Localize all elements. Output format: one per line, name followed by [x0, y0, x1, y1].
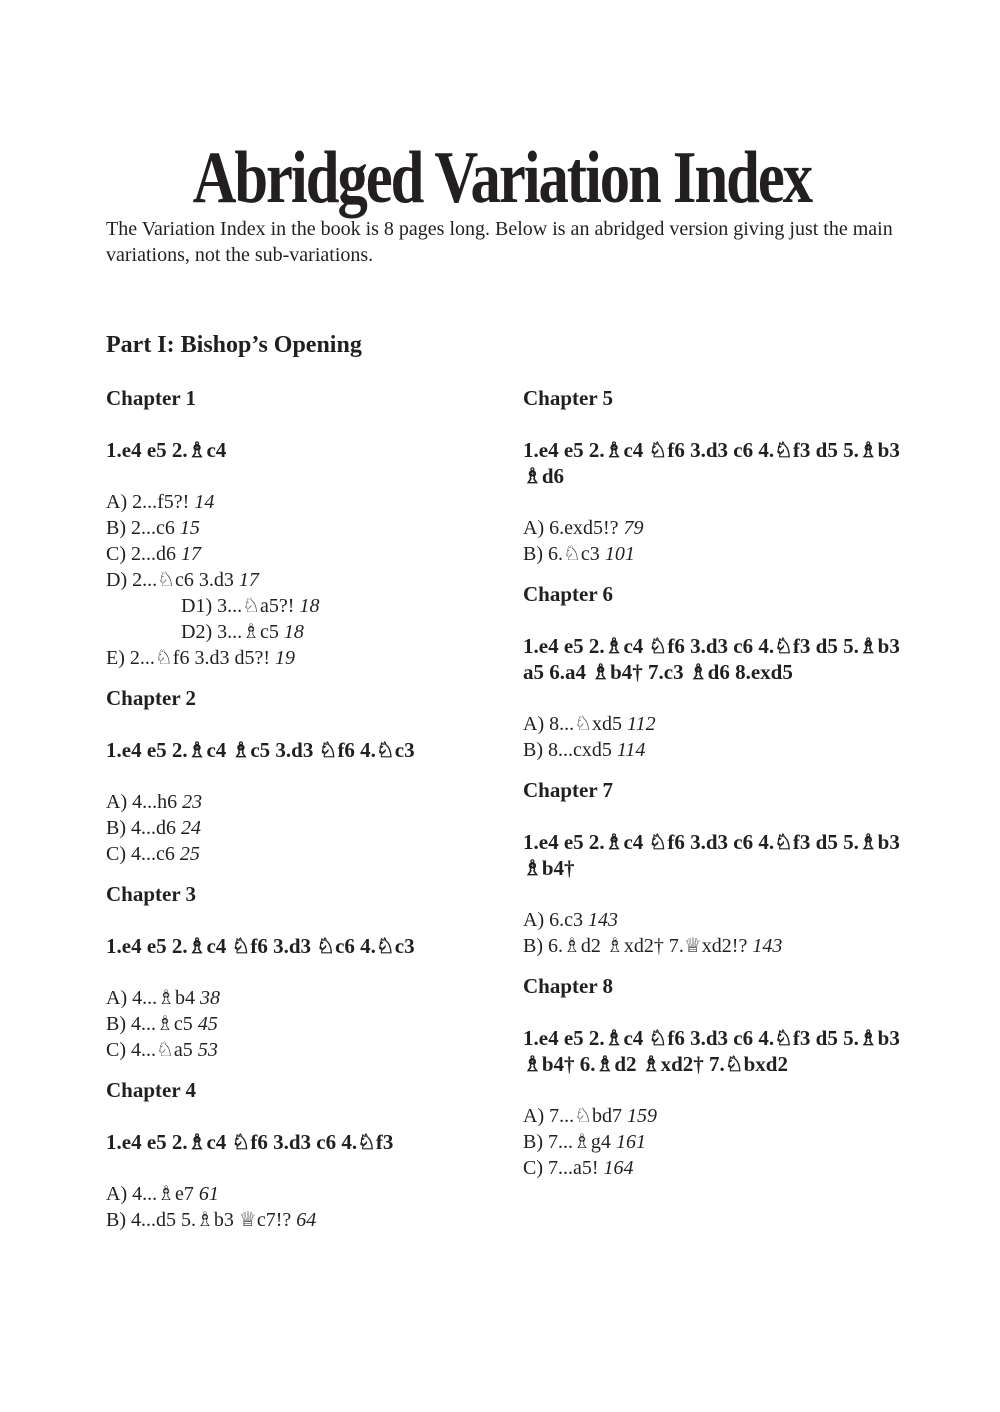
page-number: 61 [198, 1183, 219, 1205]
variation-move: D2) 3...♗c5 [181, 621, 279, 643]
variation-item [523, 1129, 923, 1155]
variation-item [523, 907, 923, 933]
sub-variation-item [106, 619, 506, 645]
variation-item [106, 1011, 506, 1037]
variation-move: A) 8...♘xd5 [523, 713, 623, 735]
variation-move: C) 4...♘a5 [106, 1039, 193, 1061]
variation-item [523, 515, 923, 541]
variation-move: B) 4...d5 5.♗b3 ♕c7!? [106, 1209, 292, 1231]
page-title: Abridged Variation Index [192, 136, 812, 219]
index-column-left [106, 385, 506, 1247]
variation-list [106, 489, 506, 671]
variation-item [106, 985, 506, 1011]
variation-item [523, 1103, 923, 1129]
chapter-moves: 1.e4 e5 2.♗c4 ♘f6 3.d3 c6 4.♘f3 d5 5.♗b3 a5 6.a4 ♗b4† 7.c3 ♗d6 8.exd5 [523, 634, 900, 684]
page-number: 14 [194, 491, 215, 513]
chapter-4 [106, 1077, 506, 1233]
variation-move: A) 4...♗e7 [106, 1183, 194, 1205]
variation-move: D1) 3...♘a5?! [181, 595, 295, 617]
variation-move: A) 4...h6 [106, 791, 178, 813]
page-number: 18 [283, 621, 304, 643]
variation-item [106, 789, 506, 815]
variation-move: A) 6.exd5!? [523, 517, 619, 539]
page-number: 143 [587, 909, 618, 931]
page-number: 161 [615, 1131, 646, 1153]
chapter-3 [106, 881, 506, 1063]
variation-item [106, 1207, 506, 1233]
variation-move: B) 6.♘c3 [523, 543, 600, 565]
page-number: 18 [299, 595, 320, 617]
variation-list [523, 711, 923, 763]
page-number: 15 [179, 517, 200, 539]
variation-item [523, 933, 923, 959]
variation-move: E) 2...♘f6 3.d3 d5?! [106, 647, 271, 669]
chapter-title: Chapter 1 [106, 386, 197, 410]
chapter-moves: 1.e4 e5 2.♗c4 ♘f6 3.d3 c6 4.♘f3 d5 5.♗b3 ♗d6 [523, 438, 900, 488]
chapter-5 [523, 385, 923, 567]
chapter-2 [106, 685, 506, 867]
chapter-title: Chapter 7 [523, 778, 614, 802]
page-number: 25 [179, 843, 200, 865]
variation-list [523, 907, 923, 959]
variation-item [106, 515, 506, 541]
variation-list [106, 985, 506, 1063]
page-number: 101 [604, 543, 635, 565]
part-title: Part I: Bishop’s Opening [106, 332, 362, 358]
page-number: 17 [238, 569, 259, 591]
variation-item [106, 489, 506, 515]
variation-move: C) 7...a5! [523, 1157, 599, 1179]
variation-move: C) 2...d6 [106, 543, 176, 565]
page-number: 24 [181, 817, 201, 839]
variation-list [106, 1181, 506, 1233]
variation-item [106, 815, 506, 841]
chapter-title: Chapter 4 [106, 1078, 197, 1102]
page-number: 64 [296, 1209, 317, 1231]
chapter-title: Chapter 6 [523, 582, 614, 606]
chapter-title: Chapter 5 [523, 386, 614, 410]
page-number: 19 [275, 647, 296, 669]
variation-list [523, 515, 923, 567]
variation-item [523, 737, 923, 763]
variation-move: A) 2...f5?! [106, 491, 190, 513]
variation-move: B) 2...c6 [106, 517, 175, 539]
variation-list [106, 789, 506, 867]
chapter-8 [523, 973, 923, 1181]
variation-move: B) 6.♗d2 ♗xd2† 7.♕xd2!? [523, 935, 748, 957]
variation-move: A) 6.c3 [523, 909, 583, 931]
page-number: 79 [623, 517, 644, 539]
chapter-title: Chapter 3 [106, 882, 197, 906]
chapter-title: Chapter 2 [106, 686, 197, 710]
page-number: 38 [200, 987, 221, 1009]
chapter-moves: 1.e4 e5 2.♗c4 [106, 438, 227, 462]
page-number: 23 [182, 791, 203, 813]
variation-item [523, 1155, 923, 1181]
variation-move: B) 8...cxd5 [523, 739, 612, 761]
variation-item [523, 541, 923, 567]
variation-move: B) 7...♗g4 [523, 1131, 611, 1153]
page-number: 164 [603, 1157, 634, 1179]
page-number: 53 [197, 1039, 218, 1061]
variation-item [106, 541, 506, 567]
chapter-6 [523, 581, 923, 763]
variation-item [106, 1037, 506, 1063]
chapter-title: Chapter 8 [523, 974, 614, 998]
variation-move: A) 7...♘bd7 [523, 1105, 623, 1127]
chapter-moves: 1.e4 e5 2.♗c4 ♘f6 3.d3 ♘c6 4.♘c3 [106, 934, 415, 958]
page-number: 112 [627, 713, 656, 735]
page-number: 45 [197, 1013, 218, 1035]
index-column-right [523, 385, 923, 1195]
variation-item [106, 1181, 506, 1207]
variation-item [106, 645, 506, 671]
variation-move: C) 4...c6 [106, 843, 175, 865]
variation-list [523, 1103, 923, 1181]
variation-move: A) 4...♗b4 [106, 987, 196, 1009]
chapter-moves: 1.e4 e5 2.♗c4 ♘f6 3.d3 c6 4.♘f3 d5 5.♗b3 ♗b4† [523, 830, 900, 880]
variation-move: B) 4...d6 [106, 817, 176, 839]
page-number: 114 [616, 739, 646, 761]
chapter-1 [106, 385, 506, 671]
variation-move: D) 2...♘c6 3.d3 [106, 569, 234, 591]
chapter-7 [523, 777, 923, 959]
variation-item [106, 567, 506, 593]
page-number: 17 [181, 543, 201, 565]
chapter-moves: 1.e4 e5 2.♗c4 ♘f6 3.d3 c6 4.♘f3 [106, 1130, 394, 1154]
page-number: 159 [627, 1105, 658, 1127]
variation-move: B) 4...♗c5 [106, 1013, 193, 1035]
chapter-moves: 1.e4 e5 2.♗c4 ♘f6 3.d3 c6 4.♘f3 d5 5.♗b3 ♗b4† 6.♗d2 ♗xd2† 7.♘bxd2 [523, 1026, 900, 1076]
intro-paragraph: The Variation Index in the book is 8 pages long. Below is an abridged version giving just the main variations, not the sub-variations. [106, 218, 893, 266]
page-number: 143 [752, 935, 783, 957]
chapter-moves: 1.e4 e5 2.♗c4 ♗c5 3.d3 ♘f6 4.♘c3 [106, 738, 415, 762]
variation-item [523, 711, 923, 737]
variation-item [106, 841, 506, 867]
sub-variation-item [106, 593, 506, 619]
